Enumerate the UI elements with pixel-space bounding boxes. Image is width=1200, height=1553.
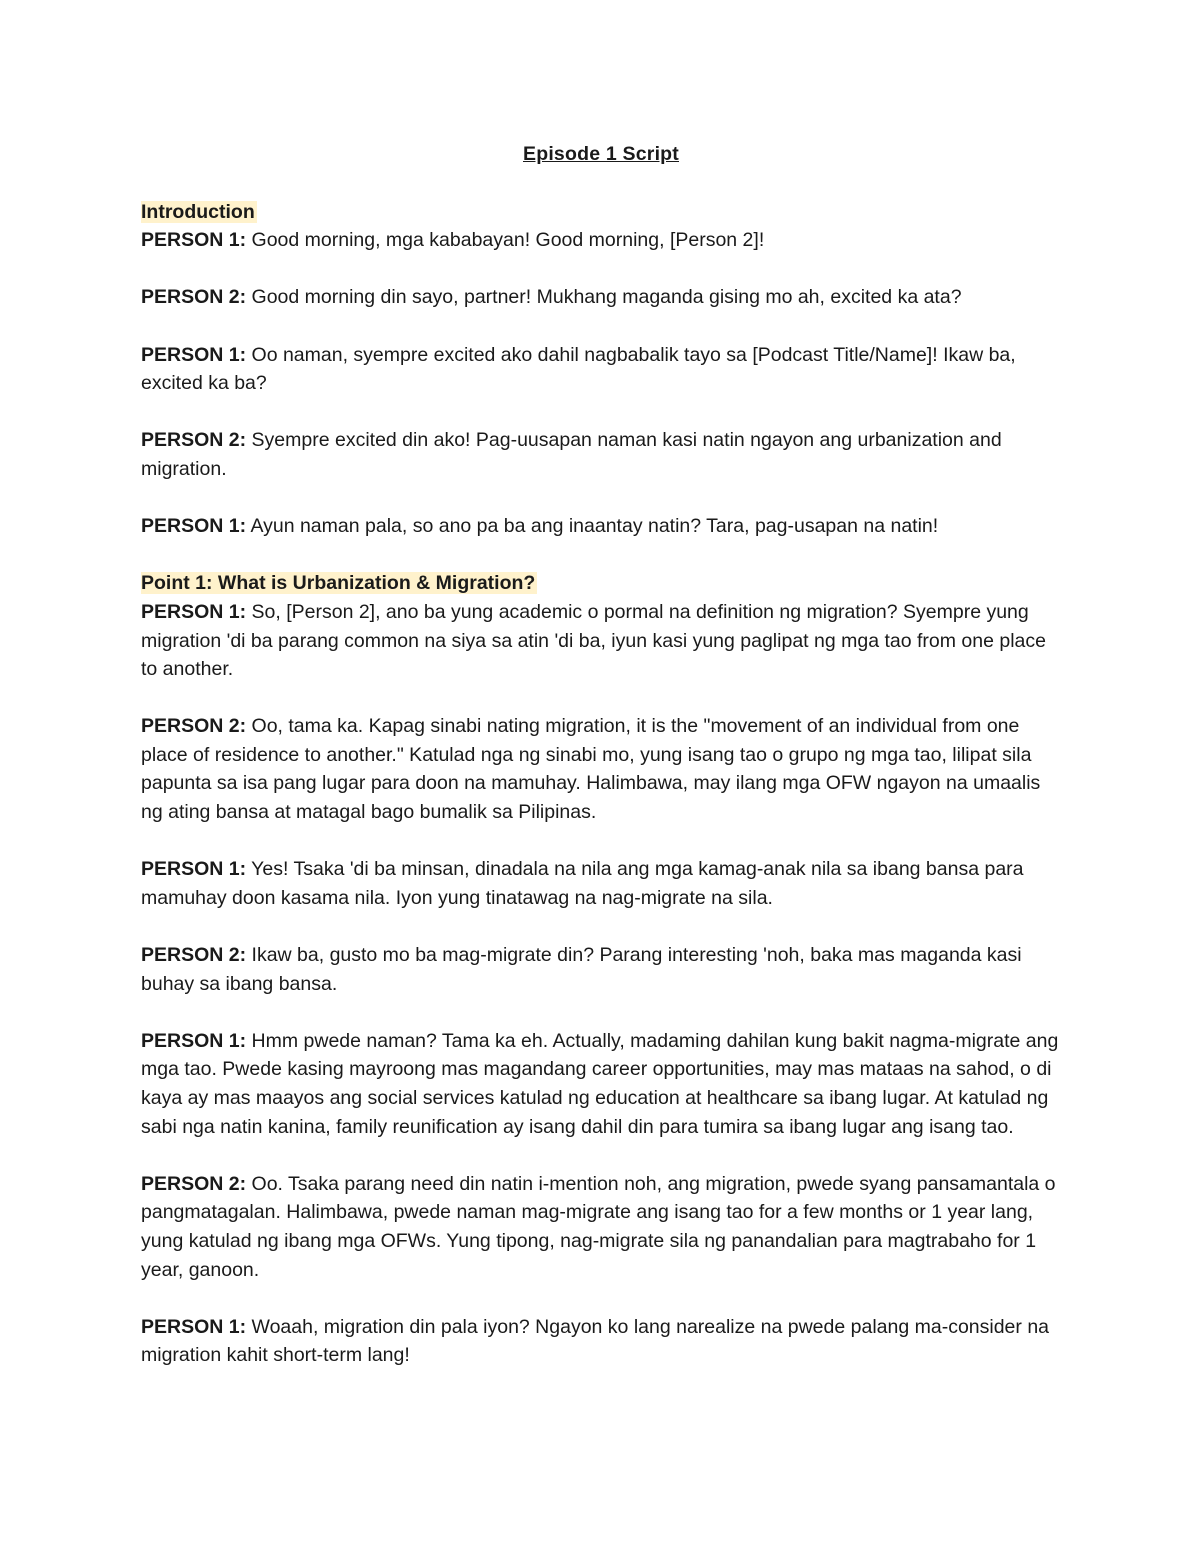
dialogue-line bbox=[141, 341, 1061, 398]
dialogue-line bbox=[141, 598, 1061, 684]
dialogue-line bbox=[141, 512, 1061, 541]
speaker-label: PERSON 2: bbox=[141, 286, 247, 309]
dialogue-text: Ikaw ba, gusto mo ba mag-migrate din? Parang interesting 'noh, baka mas maganda kasi buhay sa ibang bansa. bbox=[141, 944, 1022, 995]
dialogue-line bbox=[141, 941, 1061, 998]
speaker-label: PERSON 1: bbox=[141, 229, 247, 252]
dialogue-text: Woaah, migration din pala iyon? Ngayon ko lang narealize na pwede palang ma-consider na migration kahit short-term lang! bbox=[141, 1315, 1050, 1367]
speaker-label: PERSON 1: bbox=[141, 1315, 247, 1338]
speaker-label: PERSON 2: bbox=[141, 429, 247, 452]
dialogue-line bbox=[141, 712, 1061, 826]
dialogue-text: Syempre excited din ako! Pag-uusapan naman kasi natin ngayon ang urbanization and migration. bbox=[141, 429, 1002, 480]
dialogue-line bbox=[141, 1313, 1061, 1370]
speaker-label: PERSON 1: bbox=[141, 515, 247, 538]
dialogue-line bbox=[141, 855, 1061, 912]
speaker-label: PERSON 1: bbox=[141, 858, 247, 881]
dialogue-text: Good morning, mga kababayan! Good morning, [Person 2]! bbox=[246, 229, 765, 252]
section-heading bbox=[141, 198, 1061, 227]
dialogue-line bbox=[141, 1027, 1061, 1141]
speaker-label: PERSON 2: bbox=[141, 944, 247, 967]
dialogue-text: Oo, tama ka. Kapag sinabi nating migration, it is the "movement of an individual from one place of residence to another." Katulad nga ng sinabi mo, yung isang tao o grupo ng mga tao, lilipat sila papunta sa isa pang lugar para doon na mamuhay. Halimbawa, may ilang mga OFW ngayon na umaalis ng ating bansa at matagal bago bumalik sa Pilipinas. bbox=[141, 715, 1041, 824]
dialogue-text: Good morning din sayo, partner! Mukhang maganda gising mo ah, excited ka ata? bbox=[246, 286, 962, 309]
speaker-label: PERSON 1: bbox=[141, 343, 247, 366]
dialogue-line bbox=[141, 226, 1061, 255]
speaker-label: PERSON 2: bbox=[141, 1172, 247, 1195]
dialogue-text: Ayun naman pala, so ano pa ba ang inaantay natin? Tara, pag-usapan na natin! bbox=[246, 515, 939, 538]
dialogue-text: Yes! Tsaka 'di ba minsan, dinadala na nila ang mga kamag-anak nila sa ibang bansa para mamuhay doon kasama nila. Iyon yung tinatawag na nag-migrate na sila. bbox=[141, 858, 1024, 909]
dialogue-line bbox=[141, 1170, 1061, 1284]
section-introduction bbox=[141, 198, 1061, 541]
section-point-1 bbox=[141, 569, 1061, 1370]
section-heading bbox=[141, 569, 1061, 598]
dialogue-line bbox=[141, 283, 1061, 312]
section-heading-text: Point 1: What is Urbanization & Migration? bbox=[141, 572, 536, 595]
dialogue-text: Oo naman, syempre excited ako dahil nagbabalik tayo sa [Podcast Title/Name]! Ikaw ba, excited ka ba? bbox=[141, 343, 1016, 395]
dialogue-text: Oo. Tsaka parang need din natin i-mention noh, ang migration, pwede syang pansamantala o pangmatagalan. Halimbawa, pwede naman mag-migrate ang isang tao for a few months or 1 year lang, yung katulad ng ibang mga OFWs. Yung tipong, nag-migrate sila ng panandalian para magtrabaho for 1 year, ganoon. bbox=[141, 1172, 1056, 1281]
document-title: Episode 1 Script bbox=[523, 143, 679, 165]
speaker-label: PERSON 1: bbox=[141, 1029, 247, 1052]
section-heading-text: Introduction bbox=[141, 200, 255, 223]
document-page bbox=[141, 140, 1061, 1399]
dialogue-text: Hmm pwede naman? Tama ka eh. Actually, madaming dahilan kung bakit nagma-migrate ang mga tao. Pwede kasing mayroong mas magandang career opportunities, may mas mataas na sahod, o di kaya ay mas maayos ang social services katulad ng education at healthcare sa ibang lugar. At katulad ng sabi nga natin kanina, family reunification ay isang dahil din para tumira sa ibang lugar ang isang tao. bbox=[141, 1029, 1059, 1138]
dialogue-line bbox=[141, 426, 1061, 483]
speaker-label: PERSON 1: bbox=[141, 600, 247, 623]
dialogue-text: So, [Person 2], ano ba yung academic o pormal na definition ng migration? Syempre yung migration 'di ba parang common na siya sa atin 'di ba, iyun kasi yung paglipat ng mga tao from one place to another. bbox=[141, 600, 1046, 681]
speaker-label: PERSON 2: bbox=[141, 715, 247, 738]
